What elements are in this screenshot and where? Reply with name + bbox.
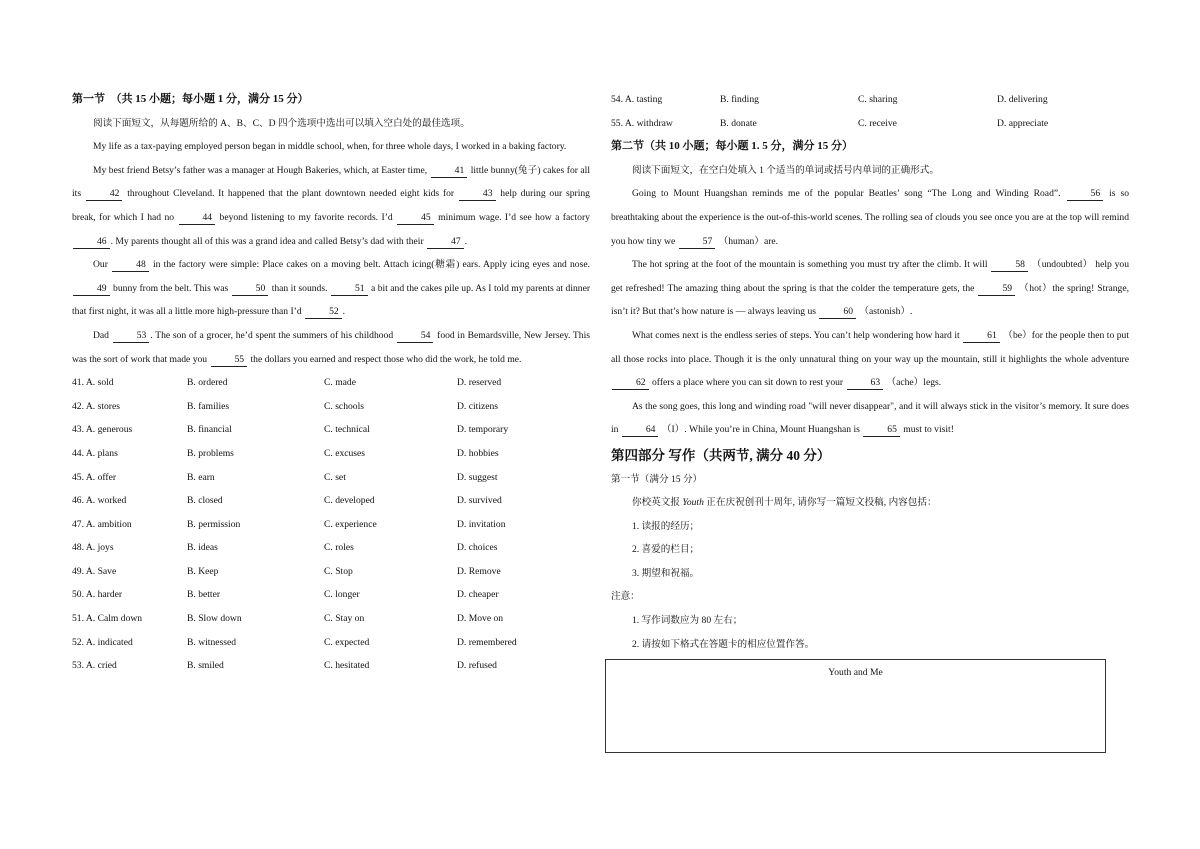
task-item-3: 3. 期望和祝福。 — [632, 567, 700, 579]
writing-task: 你校英文报 Youth 正在庆祝创刊十周年, 请你写一篇短文投稿, 内容包括： — [632, 497, 937, 509]
blank-63: 63 — [847, 377, 884, 390]
option-row-49: 49. A. Save B. Keep C. Stop D. Remove — [72, 565, 501, 577]
cloze-paragraph-4: Dad 53 . The son of a grocer, he’d spent the summers of his childhood 54 food in Bemardsville, New Jersey. This was the sort of work that made you 55 the dollars you earned and respect those who did the work, he told me. — [72, 329, 590, 365]
blank-50: 50 — [232, 283, 269, 296]
option-row-41: 41. A. sold B. ordered C. made D. reserved — [72, 377, 502, 389]
note-label: 注意： — [611, 591, 640, 603]
newspaper-name: Youth — [682, 497, 704, 509]
option-row-45: 45. A. offer B. earn C. set D. suggest — [72, 471, 498, 483]
cloze-paragraph-1: My life as a tax-paying employed person began in middle school, when, for three whole days, I worked in a baking factory. — [93, 141, 567, 153]
cloze-paragraph-2: My best friend Betsy’s father was a manager at Hough Bakeries, which, at Easter time, 41 little bunny(兔子) cakes for all its 42 throughout Cleveland. It happened that the plant downtown needed eight kids for 43 help during our spring break, for which I had no 44 beyond listening to my favorite records. I’d 45 minimum wage. I’d see how a factory 46 . My parents thought all of this was a grand idea and called Betsy’s dad with their 47 . — [72, 164, 590, 247]
section1-instruction: 阅读下面短文，从每题所给的 A、B、C、D 四个选项中选出可以填入空白处的最佳选项。 — [93, 117, 470, 129]
blank-44: 44 — [179, 212, 216, 225]
option-row-46: 46. A. worked B. closed C. developed D. survived — [72, 495, 502, 507]
blank-41: 41 — [431, 165, 468, 178]
option-row-55: 55. A. withdraw B. donate C. receive D. appreciate — [611, 117, 1049, 129]
blank-55: 55 — [211, 354, 248, 367]
section1-title: 第一节 （共 15 小题；每小题 1 分，满分 15 分） — [72, 93, 309, 105]
blank-57: 57 — [679, 236, 716, 249]
blank-47: 47 — [427, 236, 464, 249]
blank-61: 61 — [963, 330, 1000, 343]
blank-53: 53 — [113, 330, 150, 343]
blank-51: 51 — [331, 283, 368, 296]
options-list — [72, 371, 590, 678]
blank-56: 56 — [1067, 188, 1104, 201]
option-row-52: 52. A. indicated B. witnessed C. expected D. remembered — [72, 636, 517, 648]
note-item-1: 1. 写作词数应为 80 左右； — [632, 615, 743, 627]
blank-42: 42 — [86, 188, 123, 201]
option-row-54: 54. A. tasting B. finding C. sharing D. delivering — [611, 94, 1048, 105]
option-row-53: 53. A. cried B. smiled C. hesitated D. refused — [72, 660, 497, 672]
answer-box — [605, 659, 1106, 753]
option-row-47: 47. A. ambition B. permission C. experience D. invitation — [72, 518, 506, 530]
blank-59: 59 — [978, 283, 1015, 296]
blank-54: 54 — [397, 330, 434, 343]
right-column — [611, 88, 1129, 656]
option-row-50: 50. A. harder B. better C. longer D. cheaper — [72, 589, 499, 601]
cloze-paragraph-3: Our 48 in the factory were simple: Place cakes on a moving belt. Attach icing(糖霜) ears. Apply icing eyes and nose. 49 bunny from the belt. This was 50 than it sounds. 51 a bit and the cakes pile up. As I told my parents at dinner that first night, it was all a little more high-pressure than I’d 52 . — [72, 259, 591, 318]
task-item-2: 2. 喜爱的栏目； — [632, 544, 700, 556]
note-item-2: 2. 请按如下格式在答题卡的相应位置作答。 — [632, 638, 815, 650]
blank-43: 43 — [459, 188, 496, 201]
grammar-paragraph-3: What comes next is the endless series of steps. You can’t help wondering how hard it 61 （be）for the people then to put all those rocks into place. Though it is the only unnatural thing on your way up the mountain, still it highlights the whole adventure 62 offers a place where you can sit down to rest your 63 （ache）legs. — [611, 329, 1129, 389]
option-row-42: 42. A. stores B. families C. schools D. citizens — [72, 400, 499, 412]
blank-49: 49 — [73, 283, 110, 296]
task-item-1: 1. 读报的经历； — [632, 520, 700, 532]
blank-62: 62 — [612, 377, 649, 390]
blank-45: 45 — [397, 212, 434, 225]
answer-box-title: Youth and Me — [828, 667, 883, 678]
option-row-43: 43. A. generous B. financial C. technical D. temporary — [72, 424, 509, 436]
part4-title: 第四部分 写作（共两节, 满分 40 分） — [611, 447, 831, 463]
grammar-paragraph-1: Going to Mount Huangshan reminds me of the popular Beatles’ song “The Long and Winding Road”. 56 is so breathtaking about the experience is the out-of-this-world scenes. The rolling sea of clouds you see once you are at the top will remind you how tiny we 57 （human）are. — [611, 188, 1129, 247]
grammar-paragraph-4: As the song goes, this long and winding road "will never disappear", and it will always stick in the visitor’s memory. It sure does in 64 （I）. While you’re in China, Mount Huangshan is 65 must to visit! — [611, 400, 1129, 436]
grammar-paragraph-2: The hot spring at the foot of the mountain is something you must try after the climb. It will 58 （undoubted） help you get refreshed! The amazing thing about the spring is that the colder the temperature gets, the 59 （hot）the spring! Strange, isn’t it? But that’s how nature is — always leaving us 60 （astonish）. — [611, 259, 1129, 318]
blank-46: 46 — [73, 236, 110, 249]
blank-58: 58 — [991, 259, 1028, 272]
blank-60: 60 — [819, 306, 856, 319]
blank-65: 65 — [863, 424, 900, 437]
option-row-48: 48. A. joys B. ideas C. roles D. choices — [72, 542, 498, 554]
left-column — [72, 88, 590, 678]
blank-48: 48 — [112, 259, 149, 272]
option-row-44: 44. A. plans B. problems C. excuses D. hobbies — [72, 447, 499, 459]
blank-52: 52 — [305, 306, 342, 319]
section2-instruction: 阅读下面短文，在空白处填入 1 个适当的单词或括号内单词的正确形式。 — [632, 164, 939, 176]
part4-subtitle: 第一节（满分 15 分） — [611, 473, 703, 485]
blank-64: 64 — [622, 424, 659, 437]
option-row-51: 51. A. Calm down B. Slow down C. Stay on D. Move on — [72, 613, 504, 625]
section2-title: 第二节（共 10 小题；每小题 1. 5 分，满分 15 分） — [611, 140, 853, 153]
